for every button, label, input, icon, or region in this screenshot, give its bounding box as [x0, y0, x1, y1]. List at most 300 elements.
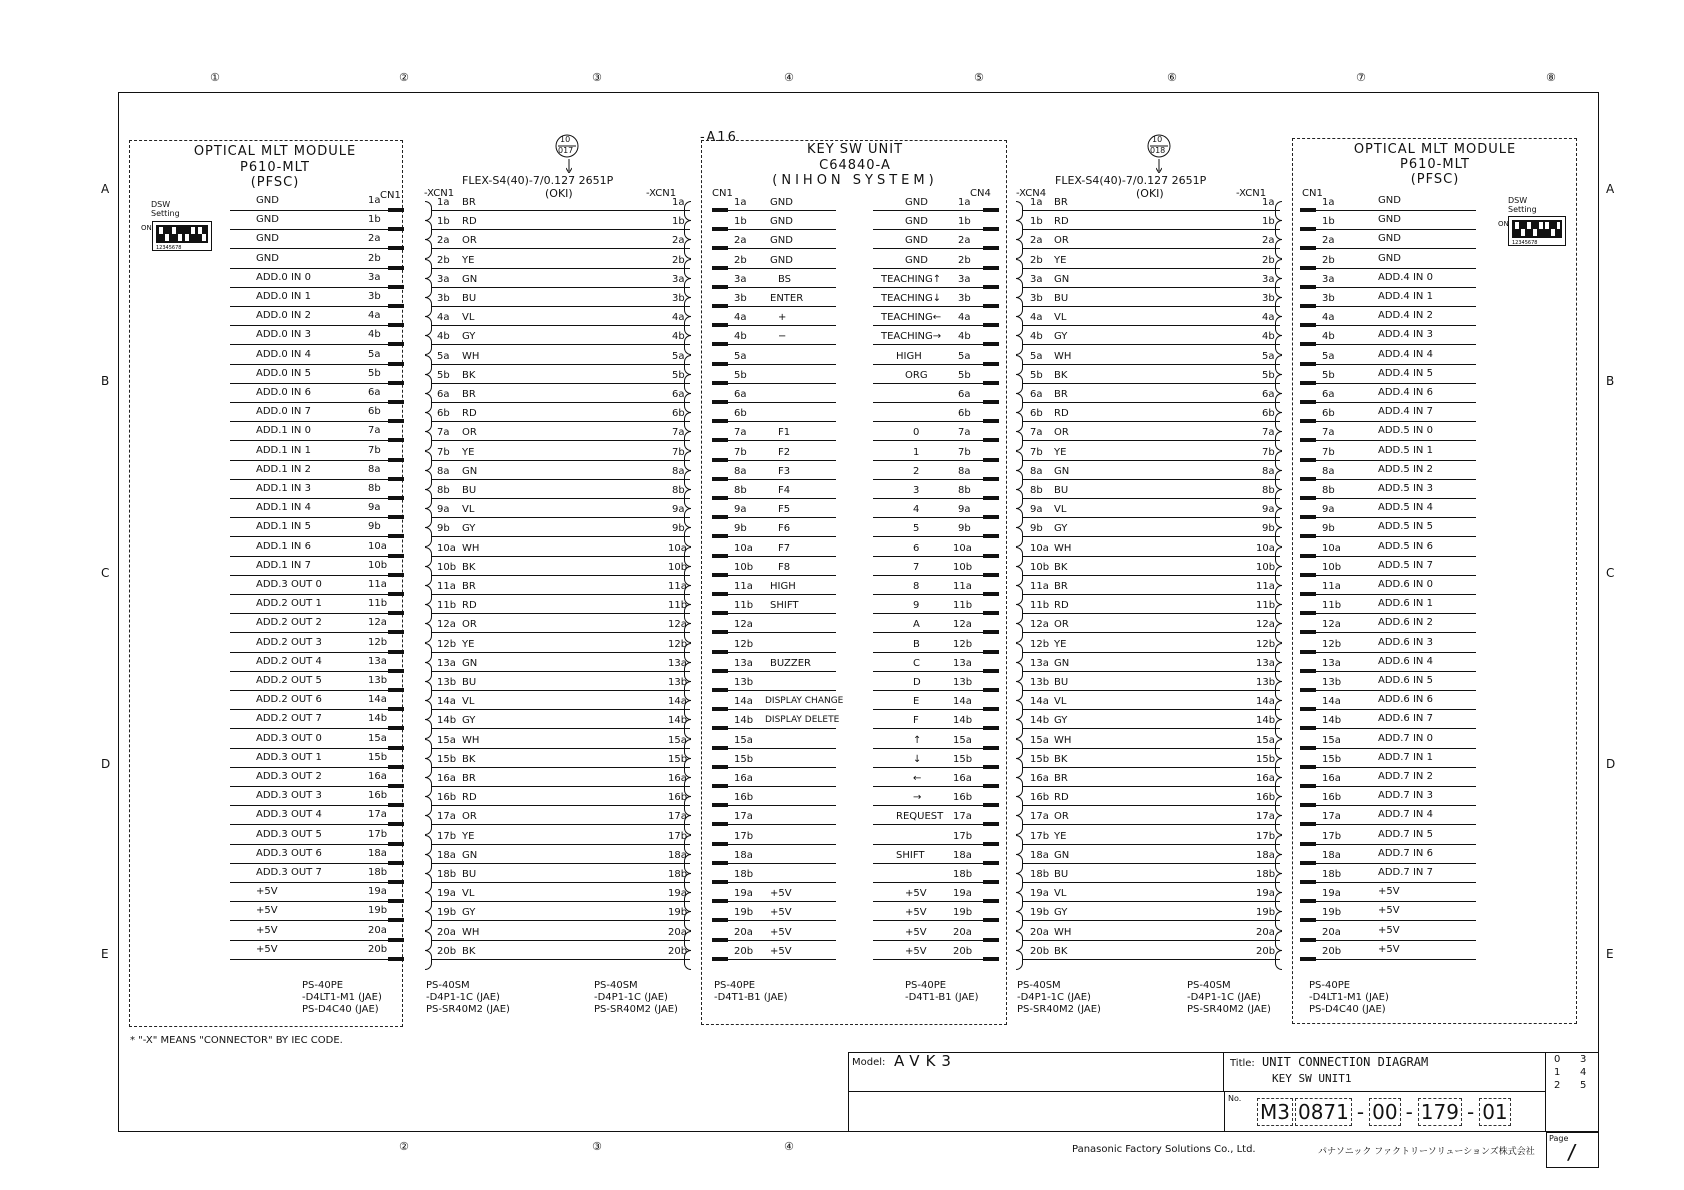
cable-right-pin-right: 2b — [1262, 254, 1275, 266]
cable-right-line — [1022, 959, 1280, 960]
key-cn4-line — [873, 556, 985, 557]
cable-right-pin-right: 7a — [1262, 427, 1275, 439]
left-module-pin-contact — [388, 227, 404, 231]
cable-left-line — [432, 690, 690, 691]
key-cn1-pin: 7a — [734, 427, 747, 439]
part-line: PS-40PE — [302, 980, 344, 991]
key-cn4-signal: REQUEST — [896, 811, 944, 823]
right-dsw-switch-icon — [1508, 216, 1566, 246]
cable-right-wire-color: BU — [1054, 677, 1069, 688]
key-cn4-pin: 5b — [958, 369, 971, 381]
key-cn4-line — [873, 306, 985, 307]
left-module-line — [230, 268, 390, 269]
right-module-pin-contact — [1300, 938, 1316, 942]
cable-left-plug-right — [684, 911, 691, 931]
key-cn4-line — [873, 229, 985, 230]
key-cn4-line — [873, 364, 985, 365]
cable-left-wire-color: BK — [462, 561, 476, 573]
left-module-pin-contact — [388, 669, 404, 673]
key-cn4-pin-contact — [983, 803, 999, 807]
cable-right-line — [1022, 536, 1280, 537]
cable-right-pin-left: 17b — [1030, 830, 1050, 842]
cable-left-pin-right: 7b — [672, 446, 685, 458]
cable-left-pin-left: 11a — [437, 581, 456, 592]
grid-column-marker: ⑤ — [974, 71, 984, 84]
drawing-no-part: 0871 — [1295, 1098, 1352, 1126]
cable-right-plug-right — [1275, 662, 1282, 682]
part-line: -D4P1-1C (JAE) — [1017, 992, 1091, 1003]
key-unit-title-2: C64840-A — [819, 158, 891, 173]
key-cn1-line — [726, 229, 836, 230]
right-module-pin: 8b — [1322, 485, 1335, 496]
right-module-pin: 9b — [1322, 523, 1335, 535]
cable-right-pin-right: 10a — [1256, 542, 1275, 554]
cable-left-wire-color: RD — [462, 792, 477, 804]
cable-right-pin-right: 8b — [1262, 485, 1275, 496]
grid-column-marker: ② — [399, 71, 409, 84]
left-module-line — [230, 920, 390, 921]
grid-row-marker: A — [101, 182, 110, 196]
key-cn4-line — [873, 402, 985, 403]
cable-left-line — [432, 748, 690, 749]
right-module-line — [1316, 402, 1476, 403]
key-cn1-pin: 1b — [734, 216, 747, 228]
cable-left-pin-left: 2a — [437, 235, 450, 247]
cable-left-pin-right: 20a — [668, 926, 687, 938]
cable-left-plug-right — [684, 451, 691, 471]
right-module-pin-contact — [1300, 650, 1316, 654]
key-cn1-line — [726, 248, 836, 249]
cable-left-plug-right — [684, 355, 691, 375]
left-module-pin: 1b — [368, 214, 381, 226]
right-module-line — [1316, 460, 1476, 461]
key-cn1-line — [726, 364, 836, 365]
left-module-signal: ADD.0 IN 1 — [256, 291, 311, 302]
left-module-line — [230, 594, 390, 595]
cable-right-wire-color: YE — [1054, 254, 1067, 266]
key-cn4-signal: 7 — [913, 561, 920, 573]
cable-left-plug-right — [684, 873, 691, 893]
left-module-line — [230, 786, 390, 787]
key-cn1-signal: F8 — [778, 561, 791, 573]
key-cn4-pin: 15b — [953, 753, 973, 765]
cable-left-wire-color: GY — [462, 523, 476, 535]
cable-left-plug-right — [684, 316, 691, 336]
left-module-pin: 15b — [368, 751, 388, 763]
key-cn4-pin: 14a — [953, 696, 972, 708]
page-label: Page — [1549, 1134, 1569, 1143]
left-module-signal: ADD.1 IN 5 — [256, 521, 311, 533]
key-cn1-pin: 10a — [734, 542, 753, 554]
right-module-line — [1316, 709, 1476, 710]
right-module-pin-contact — [1300, 784, 1316, 788]
right-module-signal: +5V — [1378, 905, 1400, 917]
right-module-pin: 9a — [1322, 504, 1335, 516]
right-module-signal: ADD.7 IN 1 — [1378, 751, 1433, 763]
right-module-pin: 1a — [1322, 197, 1335, 208]
cable-left-wire-color: GN — [462, 465, 478, 477]
cable-right-wire-color: BU — [1054, 869, 1069, 880]
right-module-line — [1316, 287, 1476, 288]
left-module-pin-contact — [388, 285, 404, 289]
left-module-cn1: CN1 — [380, 190, 401, 201]
cable-right-pin-left: 17a — [1030, 811, 1049, 823]
cable-left-plug-right — [684, 835, 691, 855]
cable-left-pin-right: 15a — [668, 734, 687, 746]
left-module-pin-contact — [388, 880, 404, 884]
cable-left-pin-right: 20b — [668, 945, 688, 957]
cable-right-pin-right: 18a — [1256, 849, 1275, 861]
left-module-signal: ADD.1 IN 1 — [256, 444, 311, 456]
key-cn4-line — [873, 536, 985, 537]
right-module-title-3: (PFSC) — [1410, 172, 1460, 187]
key-cn1-line — [726, 767, 836, 768]
key-cn4-line — [873, 882, 985, 883]
key-cn4-signal: 5 — [913, 523, 920, 535]
cable-left-pin-left: 3b — [437, 293, 450, 304]
left-module-pin: 20b — [368, 943, 388, 955]
cable-right-wire-color: BK — [1054, 945, 1068, 957]
cable-right-pin-left: 16b — [1030, 792, 1050, 804]
cable-left-pin-right: 16b — [668, 792, 688, 804]
cable-right-pin-left: 14b — [1030, 715, 1050, 727]
cable-left-pin-left: 3a — [437, 273, 450, 285]
left-module-signal: ADD.0 IN 5 — [256, 367, 311, 379]
key-cn4-line — [873, 613, 985, 614]
cable-right-line — [1022, 287, 1280, 288]
cable-right-plug-right — [1275, 451, 1282, 471]
key-unit-parts-left — [714, 980, 788, 1004]
right-module-pin: 18a — [1322, 849, 1341, 861]
left-module-line — [230, 613, 390, 614]
left-module-pin: 2a — [368, 233, 381, 245]
key-cn1-pin: 11a — [734, 581, 753, 592]
left-module-pin-contact — [388, 592, 404, 596]
key-cn1-pin: 20a — [734, 926, 753, 938]
cable-right-wire-color: OR — [1054, 619, 1069, 631]
grid-column-marker: ④ — [784, 1140, 794, 1153]
left-module-line — [230, 517, 390, 518]
cable-right-line — [1022, 268, 1280, 269]
part-line: PS-SR40M2 (JAE) — [426, 1004, 510, 1015]
right-module-signal: ADD.4 IN 0 — [1378, 271, 1433, 283]
right-module-pin: 6b — [1322, 408, 1335, 420]
cable-left-pin-right: 6a — [672, 389, 685, 400]
cable-right-plug-right — [1275, 259, 1282, 279]
cable-right-conn-right: -XCN1 — [1236, 188, 1267, 199]
part-line: PS-40SM — [594, 980, 638, 991]
cable-right-pin-left: 10b — [1030, 561, 1050, 573]
key-cn4-signal: HIGH — [896, 350, 922, 362]
key-cn4-pin: 16b — [953, 792, 973, 804]
cable-left-plug-right — [684, 239, 691, 259]
key-cn1-line — [726, 287, 836, 288]
left-module-signal: ADD.3 OUT 2 — [256, 771, 322, 782]
cable-right-plug-right — [1275, 585, 1282, 605]
cable-right-wire-color: YE — [1054, 638, 1067, 650]
cable-left-pin-left: 18b — [437, 869, 457, 880]
cable-left-spec: FLEX-S4(40)-7/0.127 2651P — [462, 174, 614, 187]
cable-left-pin-left: 15a — [437, 734, 456, 746]
cable-right-pin-left: 3b — [1030, 293, 1043, 304]
right-module-signal: ADD.6 IN 4 — [1378, 655, 1433, 667]
cable-right-pin-left: 8b — [1030, 485, 1043, 496]
left-module-line — [230, 229, 390, 230]
key-cn4-line — [873, 287, 985, 288]
cable-right-pin-left: 15b — [1030, 753, 1050, 765]
left-module-signal: ADD.1 IN 3 — [256, 483, 311, 494]
cable-left-pin-right: 19b — [668, 907, 688, 919]
right-module-signal: ADD.5 IN 4 — [1378, 502, 1433, 514]
cable-right-pin-right: 4a — [1262, 312, 1275, 324]
key-cn1-signal: BS — [778, 273, 792, 285]
cable-left-pin-left: 12a — [437, 619, 456, 631]
right-module-pin: 3b — [1322, 293, 1335, 304]
cable-left-plug-right — [684, 892, 691, 912]
key-cn4-pin: 17a — [953, 811, 972, 823]
cable-right-pin-right: 19b — [1256, 907, 1276, 919]
left-module-pin: 6a — [368, 387, 381, 398]
right-module-pin: 5b — [1322, 369, 1335, 381]
cable-right-pin-left: 1a — [1030, 197, 1043, 208]
key-cn4-line — [873, 901, 985, 902]
key-cn4-pin: 14b — [953, 715, 973, 727]
left-module-signal: ADD.1 IN 4 — [256, 502, 311, 514]
left-module-pin-contact — [388, 515, 404, 519]
cable-left-pin-left: 18a — [437, 849, 456, 861]
cable-right-line — [1022, 517, 1280, 518]
key-cn4-pin-contact — [983, 592, 999, 596]
cable-right-plug-right — [1275, 220, 1282, 240]
left-module-signal: ADD.2 OUT 2 — [256, 617, 322, 629]
right-module-line — [1316, 383, 1476, 384]
key-cn4-line — [873, 959, 985, 960]
cable-right-conn-left: -XCN4 — [1016, 188, 1047, 199]
drawing-no-label: No. — [1228, 1094, 1242, 1103]
cable-right-pin-right: 11a — [1256, 581, 1275, 592]
right-module-signal: GND — [1378, 214, 1401, 226]
key-unit-cn1: CN1 — [712, 188, 733, 199]
cable-left-pin-left: 4a — [437, 312, 450, 324]
key-cn4-pin: 11a — [953, 581, 972, 592]
key-cn4-line — [873, 517, 985, 518]
cable-right-wire-color: VL — [1054, 312, 1067, 324]
cable-right-line — [1022, 824, 1280, 825]
cable-right-plug-right — [1275, 374, 1282, 394]
cable-left-plug-left — [425, 835, 432, 855]
right-module-line — [1316, 268, 1476, 269]
grid-row-marker: E — [101, 947, 109, 961]
right-module-pin-contact — [1300, 957, 1316, 961]
cable-left-line — [432, 536, 690, 537]
key-cn1-line — [726, 690, 836, 691]
right-module-pin: 17a — [1322, 811, 1341, 823]
cable-left-line — [432, 479, 690, 480]
cable-right-pin-right: 6a — [1262, 389, 1275, 400]
cable-left-pin-left: 17b — [437, 830, 457, 842]
cable-right-pin-right: 1b — [1262, 216, 1275, 228]
cable-right-pin-right: 18b — [1256, 869, 1276, 880]
key-cn4-signal: ↑ — [913, 734, 922, 746]
part-line: PS-40PE — [714, 980, 756, 991]
cable-right-plug-left — [1016, 355, 1023, 375]
key-cn1-pin: 15a — [734, 734, 753, 746]
left-module-pin-contact — [388, 534, 404, 538]
cable-right-line — [1022, 344, 1280, 345]
cable-right-pin-left: 13a — [1030, 657, 1049, 669]
right-module-line — [1316, 479, 1476, 480]
left-module-pin: 4a — [368, 310, 381, 322]
cable-left-pin-right: 17b — [668, 830, 688, 842]
right-module-pin: 10a — [1322, 542, 1341, 554]
cable-left-plug-left — [425, 643, 432, 663]
key-cn4-line — [873, 344, 985, 345]
part-line: PS-40SM — [1187, 980, 1231, 991]
left-module-line — [230, 824, 390, 825]
cable-left-plug-right — [684, 431, 691, 451]
right-module-signal: ADD.7 IN 7 — [1378, 867, 1433, 878]
key-cn4-line — [873, 709, 985, 710]
cable-right-wire-color: WH — [1054, 542, 1072, 554]
key-cn4-line — [873, 248, 985, 249]
cable-ref-top: 10 — [560, 135, 571, 144]
key-cn4-pin: 3b — [958, 293, 971, 304]
key-cn1-line — [726, 383, 836, 384]
part-line: PS-40PE — [905, 980, 947, 991]
right-module-pin: 5a — [1322, 350, 1335, 362]
key-cn4-pin: 8a — [958, 465, 971, 477]
cable-left-line — [432, 594, 690, 595]
cable-left-plug-right — [684, 815, 691, 835]
left-module-pin: 5b — [368, 367, 381, 379]
cable-right-pin-right: 11b — [1256, 600, 1276, 612]
key-cn1-line — [726, 805, 836, 806]
key-cn4-line — [873, 690, 985, 691]
left-module-line — [230, 652, 390, 653]
key-cn1-pin: 16a — [734, 773, 753, 784]
cable-right-wire-color: VL — [1054, 696, 1067, 708]
key-cn1-signal: − — [778, 331, 787, 343]
key-cn4-pin-contact — [983, 515, 999, 519]
key-cn1-line — [726, 402, 836, 403]
key-cn1-line — [726, 824, 836, 825]
cable-right-plug-right — [1275, 393, 1282, 413]
cable-right-wire-color: BU — [1054, 485, 1069, 496]
cable-left-pin-left: 19a — [437, 888, 456, 900]
left-module-signal: ADD.0 IN 7 — [256, 406, 311, 418]
left-module-line — [230, 844, 390, 845]
key-cn4-line — [873, 268, 985, 269]
cable-right-spec: FLEX-S4(40)-7/0.127 2651P — [1055, 174, 1207, 187]
key-cn4-signal: +5V — [905, 926, 927, 938]
left-module-signal: ADD.0 IN 2 — [256, 310, 311, 322]
left-module-pin-contact — [388, 746, 404, 750]
cable-left-pin-right: 3b — [672, 293, 685, 304]
cable-right-pin-left: 12a — [1030, 619, 1049, 631]
cable-right-wire-color: GY — [1054, 523, 1068, 535]
cable-right-line — [1022, 728, 1280, 729]
key-cn4-line — [873, 479, 985, 480]
key-cn1-pin: 5b — [734, 369, 747, 381]
cable-right-line — [1022, 421, 1280, 422]
cable-right-pin-left: 20b — [1030, 945, 1050, 957]
left-module-line — [230, 940, 390, 941]
right-module-pin-contact — [1300, 746, 1316, 750]
cable-right-line — [1022, 767, 1280, 768]
right-module-signal: ADD.6 IN 5 — [1378, 675, 1433, 686]
key-cn1-line — [726, 786, 836, 787]
right-module-line — [1316, 824, 1476, 825]
right-module-line — [1316, 959, 1476, 960]
left-module-pin-contact — [388, 458, 404, 462]
cable-right-pin-right: 14a — [1256, 696, 1275, 708]
cable-right-pin-left: 12b — [1030, 638, 1050, 650]
cable-left-pin-left: 8b — [437, 485, 450, 496]
key-cn4-pin: 20b — [953, 945, 973, 957]
cable-right-line — [1022, 383, 1280, 384]
cable-left-line — [432, 306, 690, 307]
cable-left-pin-right: 15b — [668, 753, 688, 765]
key-cn1-pin: 13b — [734, 677, 754, 688]
right-module-pin-contact — [1300, 438, 1316, 442]
cable-right-pin-left: 3a — [1030, 273, 1043, 285]
cable-left-plug-left — [425, 547, 432, 567]
right-module-pin-contact — [1300, 688, 1316, 692]
cable-left-wire-color: BR — [462, 197, 476, 208]
right-module-line — [1316, 306, 1476, 307]
key-cn1-signal: GND — [770, 254, 793, 266]
cable-right-line — [1022, 901, 1280, 902]
cable-left-plug-right — [684, 950, 691, 970]
part-line: -D4P1-1C (JAE) — [1187, 992, 1261, 1003]
right-module-signal: ADD.7 IN 5 — [1378, 828, 1433, 840]
cable-right-pin-right: 3b — [1262, 293, 1275, 304]
left-module-pin-contact — [388, 419, 404, 423]
cable-left-line — [432, 229, 690, 230]
right-module-pin: 16b — [1322, 792, 1342, 804]
cable-right-line — [1022, 709, 1280, 710]
key-cn1-pin: 6a — [734, 389, 747, 400]
key-cn1-signal: F2 — [778, 446, 791, 458]
right-module-signal: ADD.5 IN 0 — [1378, 425, 1433, 437]
cable-left-pin-right: 8b — [672, 485, 685, 496]
cable-right-maker: (OKI) — [1136, 187, 1164, 200]
key-cn1-line — [726, 920, 836, 921]
right-module-signal: ADD.5 IN 5 — [1378, 521, 1433, 533]
right-module-pin-contact — [1300, 726, 1316, 730]
key-cn4-line — [873, 940, 985, 941]
cable-right-wire-color: BK — [1054, 369, 1068, 381]
left-module-line — [230, 248, 390, 249]
cable-right-plug-right — [1275, 873, 1282, 893]
cable-left-wire-color: GN — [462, 849, 478, 861]
key-cn1-pin: 17a — [734, 811, 753, 823]
cable-left-pin-right: 13a — [668, 657, 687, 669]
key-cn1-pin: 2a — [734, 235, 747, 247]
right-module-pin-contact — [1300, 803, 1316, 807]
cable-left-pin-left: 13a — [437, 657, 456, 669]
right-module-line — [1316, 901, 1476, 902]
key-cn4-pin: 1b — [958, 216, 971, 228]
cable-right-parts-left — [1017, 980, 1101, 1016]
key-cn4-line — [873, 671, 985, 672]
cable-right-pin-right: 12a — [1256, 619, 1275, 631]
key-cn1-line — [726, 940, 836, 941]
right-module-pin-contact — [1300, 477, 1316, 481]
key-cn4-pin-contact — [983, 861, 999, 865]
left-module-signal: ADD.1 IN 7 — [256, 559, 311, 571]
cable-right-plug-right — [1275, 815, 1282, 835]
